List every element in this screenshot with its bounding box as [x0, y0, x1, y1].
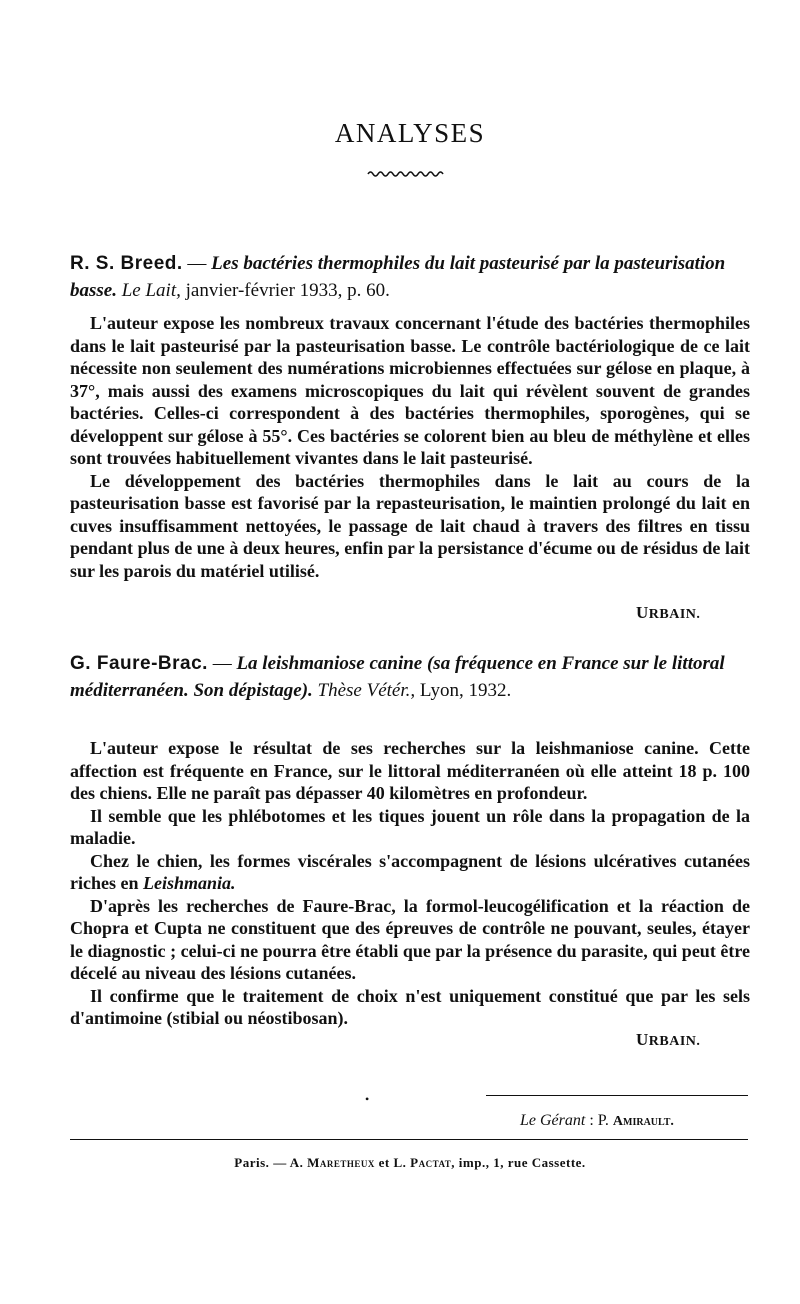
entry-2-dash: — [207, 653, 237, 674]
page-title: ANALYSES [334, 118, 486, 148]
entry-1-journal: Le Lait, [121, 280, 181, 301]
entry-1-heading [70, 250, 750, 304]
entry-1-citation: janvier-février 1933, p. 60. [180, 280, 390, 301]
entry-2-italic-word: Leishmania. [142, 873, 236, 893]
entry-2-paragraph-5: Il confirme que le traitement de choix n'est uniquement constitué que par les sels d'antimoine (stibial ou néostibosan). [70, 985, 750, 1028]
gerant-label: Le Gérant [520, 1112, 586, 1129]
entry-1-body [70, 312, 750, 582]
footer-dash: — A. [269, 1155, 308, 1170]
entry-1-dash: — [182, 253, 212, 274]
footer-rule [70, 1139, 748, 1140]
entry-2-journal: Thèse Vétér., [317, 680, 416, 701]
gerant-line [520, 1112, 674, 1130]
gerant-name: Amirault. [612, 1114, 674, 1129]
entry-2-paragraph-4: D'après les recherches de Faure-Brac, la formol-leucogélification et la réaction de Chopra et Cupta ne constituent que des épreuves de contrôle ne pouvant, seules, étayer le diagnostic ; celui-ci ne pourra être établi que par la présence du parasite, qui peut être décelé au niveau des lésions cutanées. [70, 895, 750, 983]
wavy-ornament [366, 168, 446, 180]
signature-initial: U [636, 1030, 649, 1049]
footer-city: Paris. [234, 1155, 270, 1170]
entry-2-citation: Lyon, 1932. [415, 680, 512, 701]
entry-1-author: R. S. Breed. [70, 253, 183, 274]
entry-2-signature [636, 1030, 700, 1050]
footer-printer-2: Pactat [410, 1155, 452, 1170]
entry-2-paragraph-2: Il semble que les phlébotomes et les tiques jouent un rôle dans la propagation de la maladie. [70, 805, 750, 848]
entry-1-paragraph-1: L'auteur expose les nombreux travaux concernant l'étude des bactéries thermophiles dans le lait pasteurisé par la pasteurisation basse. Le contrôle bactériologique de ce lait nécessite non seulement des numérations microbiennes effectuées sur gélose en plaque, à 37°, mais aussi des examens microscopiques du lait qui révèlent souvent de grandes bactéries. Celles-ci correspondent à des bactéries thermophiles, sporogènes, qui se développent sur gélose à 55°. Ces bactéries se colorent bien au bleu de méthylène et elles sont trouvées habituellement vivantes dans le lait pasteurisé. [70, 313, 750, 468]
entry-2-heading [70, 650, 750, 704]
signature-rest: RBAIN. [648, 1034, 701, 1049]
entry-1-title: Les bactéries thermophiles du lait pasteurisé par la pasteurisation basse. [70, 253, 726, 301]
entry-2-title: La leishmaniose canine (sa fréquence en France sur le littoral méditerranéen. Son dépistage). [70, 653, 725, 701]
footer-and: et L. [374, 1155, 411, 1170]
entry-1-signature [636, 603, 700, 623]
entry-2-paragraph-3-text: Chez le chien, les formes viscérales s'accompagnent de lésions ulcératives cutanées riches en [70, 850, 750, 893]
entry-2-author: G. Faure-Brac. [70, 653, 208, 674]
gerant-sep: : P. [585, 1112, 613, 1129]
bullet-mark: • [365, 1092, 370, 1106]
printer-footer [70, 1155, 750, 1171]
entry-2-paragraph-3 [70, 850, 750, 895]
entry-2-body [70, 737, 750, 1030]
entry-1-paragraph-2: Le développement des bactéries thermophiles dans le lait au cours de la pasteurisation basse est favorisé par la repasteurisation, le maintien prolongé du lait en cuves insuffisamment nettoyées, le passage de lait chaud à travers des filtres en tissu pendant plus de une à deux heures, enfin par la persistance d'écume ou de résidus de lait sur les parois du matériel utilisé. [70, 470, 750, 581]
footer-address: , imp., 1, rue Cassette. [451, 1155, 586, 1170]
entry-2-paragraph-1: L'auteur expose le résultat de ses recherches sur la leishmaniose canine. Cette affection est fréquente en France, sur le littoral méditerranéen où elle atteint 18 p. 100 des chiens. Elle ne paraît pas dépasser 40 kilomètres en profondeur. [70, 738, 750, 803]
footer-printer-1: Maretheux [307, 1155, 375, 1170]
signature-rest: RBAIN. [648, 607, 701, 622]
signature-initial: U [636, 603, 649, 622]
gerant-rule [486, 1095, 748, 1096]
